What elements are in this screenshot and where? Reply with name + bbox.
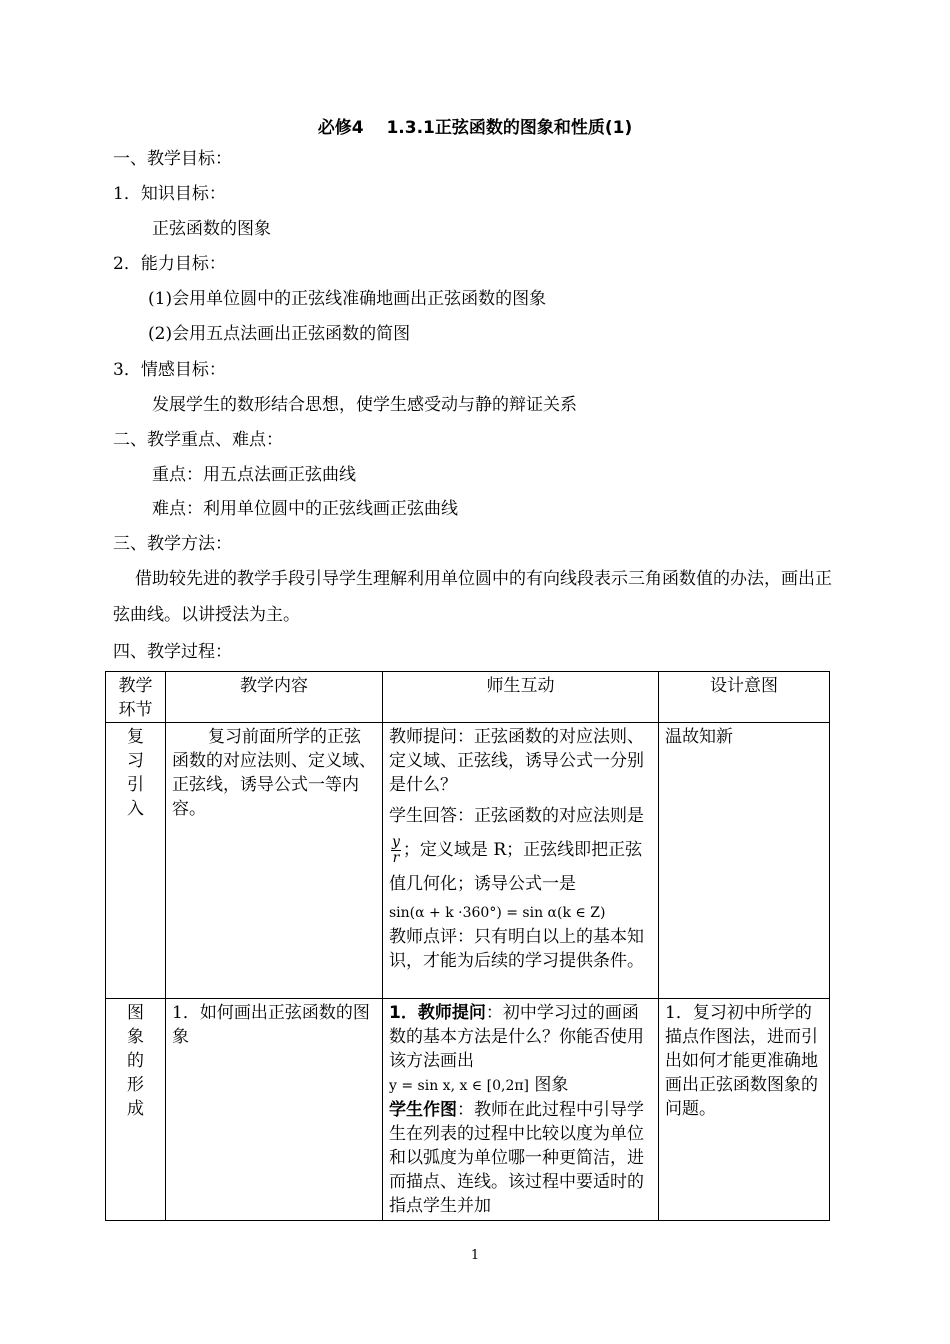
formula-line [389, 1073, 652, 1098]
intent-cell: 1．复习初中所学的描点作图法，进而引出如何才能更准确地画出正弦函数图象的问题。 [659, 999, 830, 1221]
content-cell: 1．如何画出正弦函数的图象 [166, 999, 383, 1221]
label-student-drawing: 学生作图 [389, 1100, 457, 1120]
table-row [106, 999, 830, 1221]
teaching-process-table [105, 671, 830, 1221]
ability-item-2: (2)会用五点法画出正弦函数的简图 [148, 324, 411, 344]
interaction-cell [383, 723, 659, 999]
knowledge-item: 正弦函数的图象 [152, 219, 271, 239]
phase-cell [106, 723, 166, 999]
student-answer [389, 799, 652, 901]
induction-formula: sin(α + k ·360°) = sin α(k ∈ Z) [389, 905, 606, 921]
fraction-y-over-r [391, 835, 401, 866]
label-teacher-question: 1．教师提问 [389, 1003, 486, 1023]
teacher-comment: 教师点评：只有明白以上的基本知识，才能为后续的学习提供条件。 [389, 927, 644, 971]
emotion-item: 发展学生的数形结合思想，使学生感受动与静的辩证关系 [152, 395, 577, 415]
intent-cell: 温故知新 [659, 723, 830, 999]
table-header-row [106, 672, 830, 723]
page-number: 1 [470, 1248, 480, 1263]
teacher-question-2 [389, 1001, 652, 1073]
header-intent: 设计意图 [659, 672, 830, 723]
phase-label: 图象的形成 [127, 1003, 144, 1119]
formula-suffix: 图象 [534, 1075, 569, 1095]
student-answer-text: 学生回答：正弦函数的对应法则是 [389, 806, 644, 826]
header-phase: 教学环节 [106, 672, 166, 723]
section-heading-key-points: 二、教学重点、难点： [113, 430, 283, 450]
sine-domain-formula: y = sin x, x ∈ [0,2π] [389, 1078, 530, 1094]
key-point: 重点：用五点法画正弦曲线 [152, 465, 356, 485]
difficult-point: 难点：利用单位圆中的正弦线画正弦曲线 [152, 499, 458, 519]
page-title: 必修4 1.3.1正弦函数的图象和性质(1) [317, 118, 633, 138]
method-paragraph: 借助较先进的教学手段引导学生理解利用单位圆中的有向线段表示三角函数值的办法，画出正弦曲线。以讲授法为主。 [113, 569, 832, 625]
header-interaction: 师生互动 [383, 672, 659, 723]
phase-cell [106, 999, 166, 1221]
header-content: 教学内容 [166, 672, 383, 723]
table-row [106, 723, 830, 999]
content-cell [166, 723, 383, 999]
subheading-ability: 2．能力目标： [113, 254, 226, 274]
fraction-numerator: y [392, 834, 400, 850]
student-drawing-text: ：教师在此过程中引导学生在列表的过程中比较以度为单位和以弧度为单位哪一种更简洁，进而描点、连线。该过程中要适时的指点学生并加 [389, 1100, 644, 1216]
subheading-emotion: 3．情感目标： [113, 360, 226, 380]
section-heading-process: 四、教学过程： [113, 642, 232, 662]
student-answer-text-2: ；定义域是 R；正弦线即把正弦值几何化；诱导公式一是 [389, 840, 643, 894]
subheading-knowledge: 1．知识目标： [113, 184, 226, 204]
interaction-cell [383, 999, 659, 1221]
section-heading-method: 三、教学方法： [113, 534, 232, 554]
content-text: 复习前面所学的正弦函数的对应法则、定义域、正弦线，诱导公式一等内容。 [172, 727, 376, 819]
section-heading-objectives: 一、教学目标： [113, 149, 232, 169]
phase-label: 复习引入 [127, 727, 144, 819]
ability-item-1: (1)会用单位圆中的正弦线准确地画出正弦函数的图象 [148, 289, 547, 309]
teacher-question: 教师提问：正弦函数的对应法则、定义域、正弦线，诱导公式一分别是什么？ [389, 727, 644, 795]
teacher-question-text: ：初中学习过的画函数的基本方法是什么？你能否使用该方法画出 [389, 1003, 644, 1071]
fraction-denominator: r [392, 850, 400, 866]
student-drawing [389, 1098, 652, 1218]
